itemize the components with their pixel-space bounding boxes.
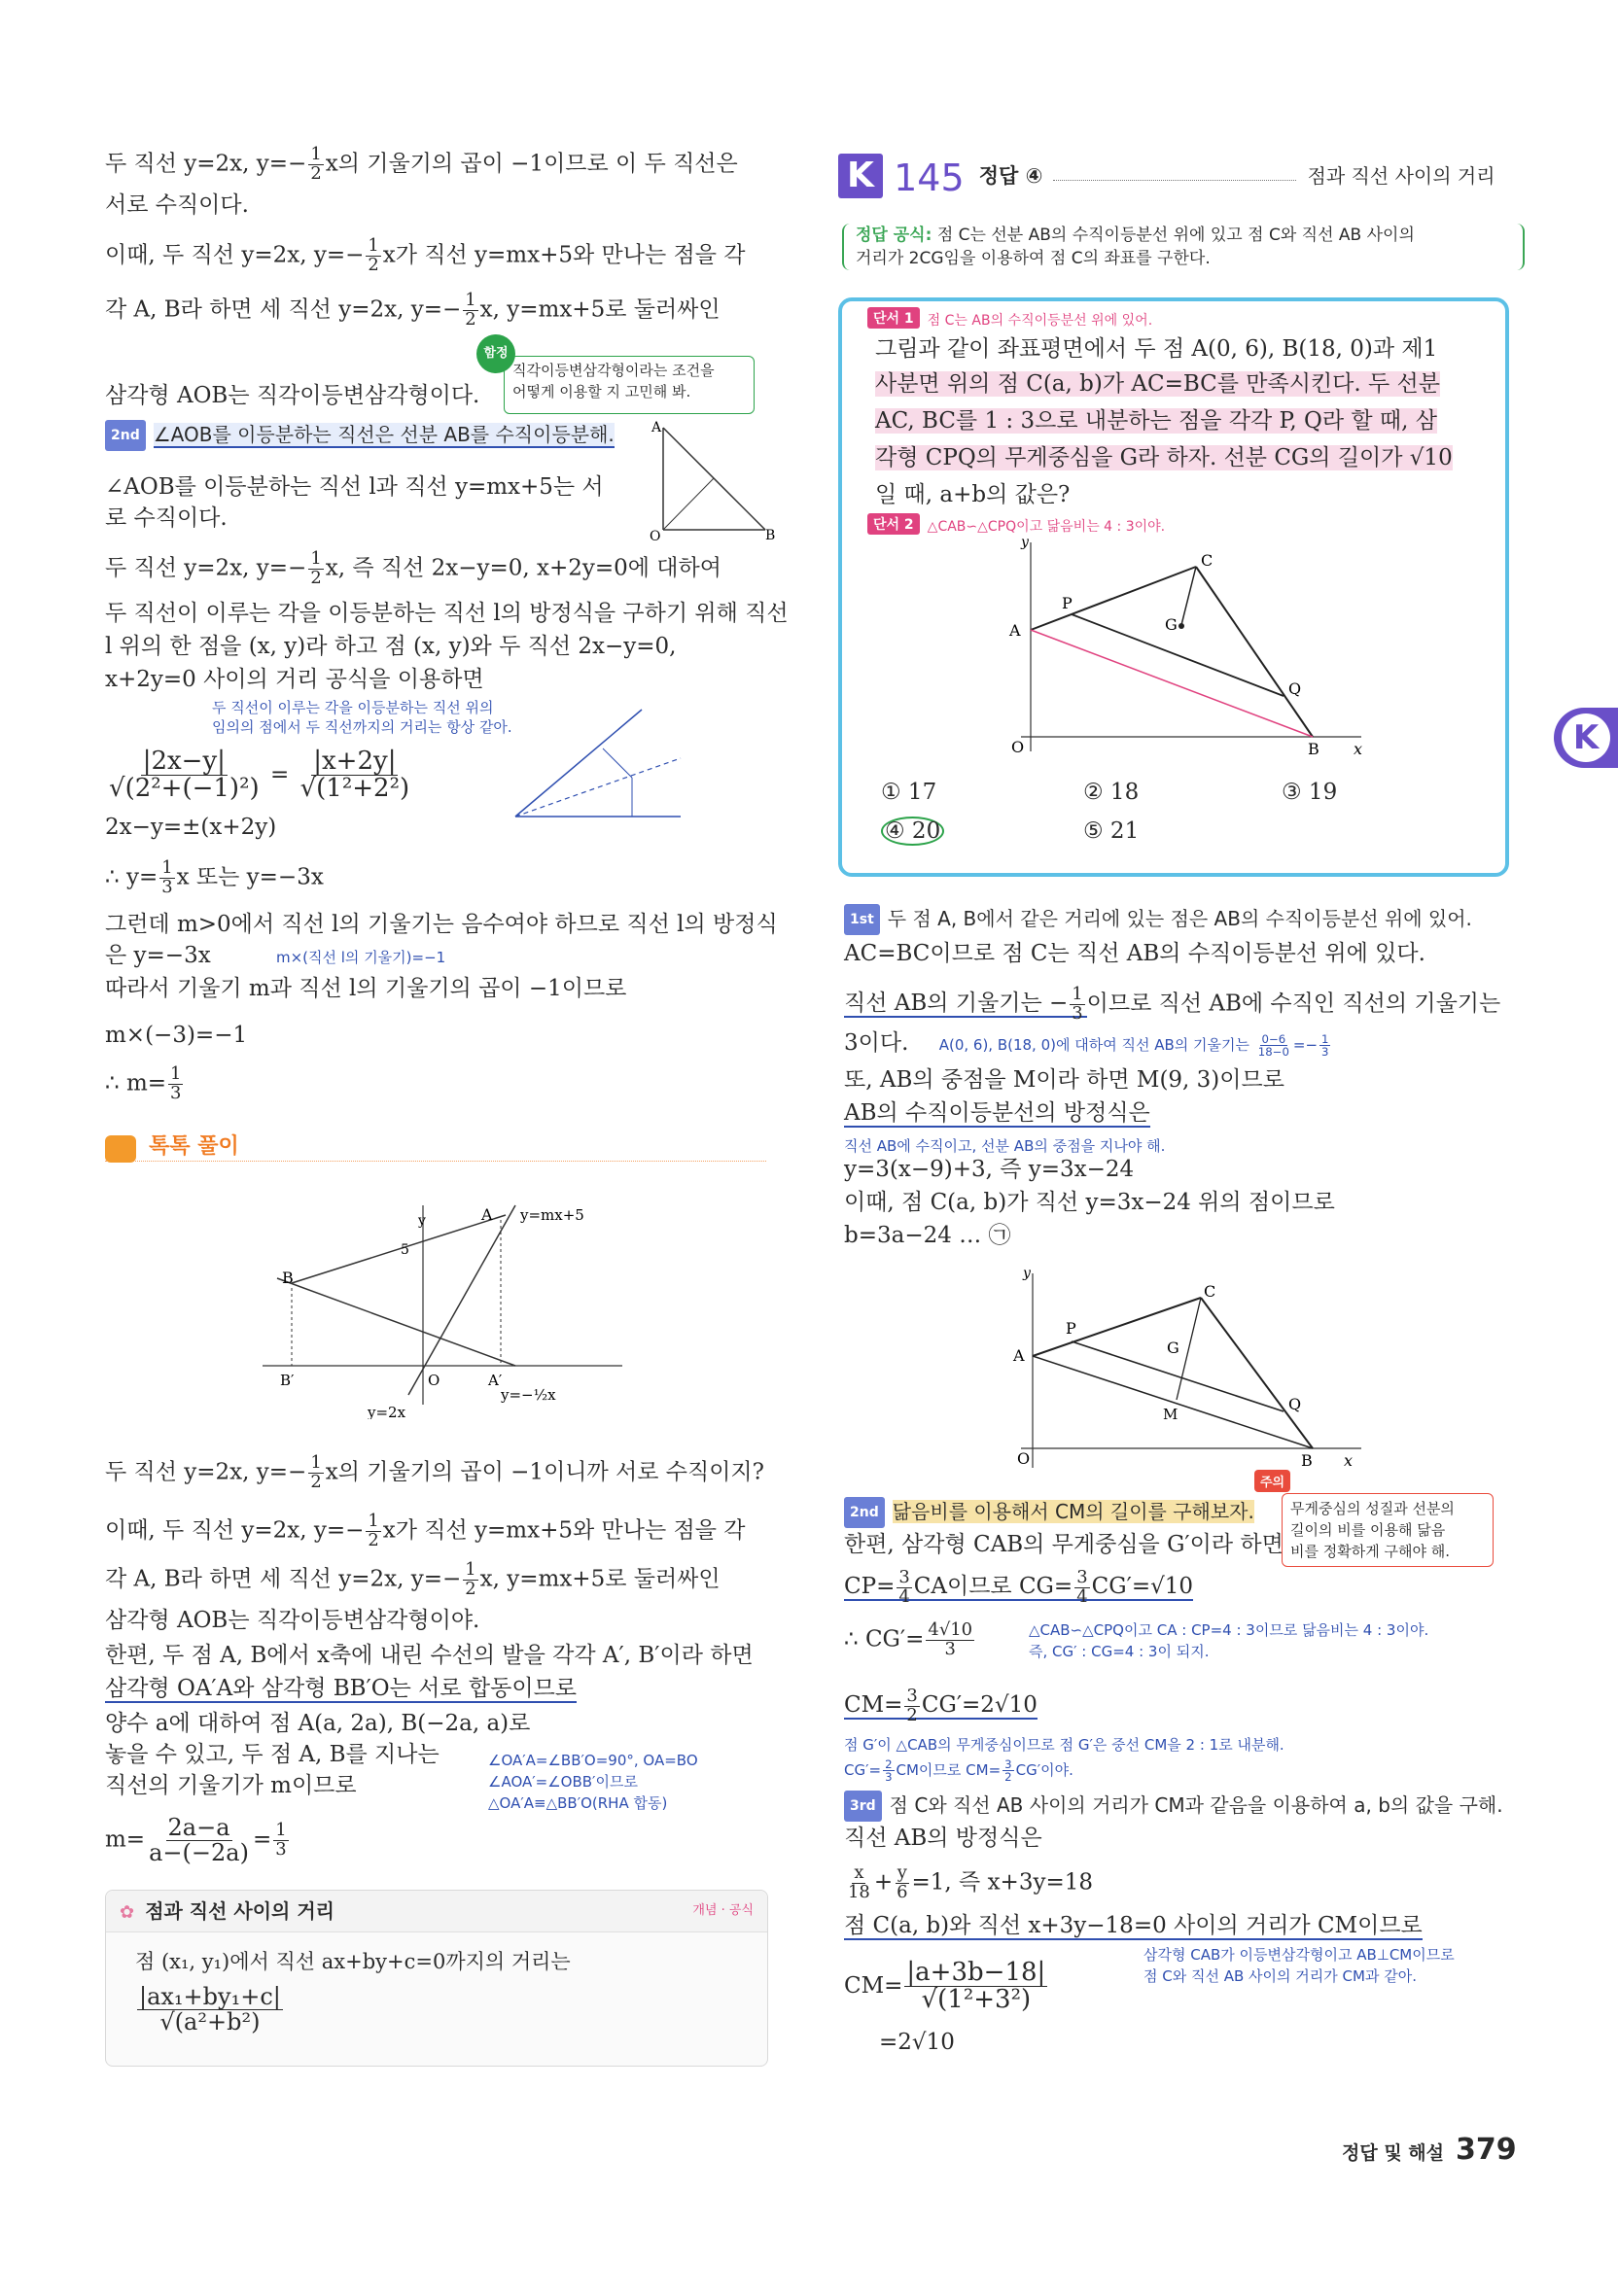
svg-text:P: P <box>1062 594 1073 612</box>
svg-text:P: P <box>1066 1319 1076 1338</box>
text-line: 또, AB의 중점을 M이라 하면 M(9, 3)이므로 <box>844 1067 1284 1093</box>
text-line: b=3a−24 … ㉠ <box>844 1223 1011 1248</box>
note-congruence: ∠OA′A=∠BB′O=90°, OA=BO ∠AOA′=∠OBB′이므로 △OA′A≡△BB′O(RHA 합동) <box>488 1752 698 1812</box>
text-line: 따라서 기울기 m과 직선 l의 기울기의 곱이 −1이므로 <box>105 976 627 1001</box>
note: 점 G′이 △CAB의 무게중심이므로 점 G′은 중선 CM을 2 : 1로 내분해. <box>844 1736 1284 1754</box>
page-footer: 정답 및 해설 379 <box>1342 2133 1517 2167</box>
note-similarity: △CAB∽△CPQ이고 CA : CP=4 : 3이므로 닮음비는 4 : 3이야. 즉, CG′ : CG=4 : 3이 되지. <box>1029 1621 1429 1660</box>
svg-text:B: B <box>282 1269 294 1287</box>
step-3rd: 3rd 점 C와 직선 AB 사이의 거리가 CM과 같음을 이용하여 a, b의 값을 구해. <box>844 1791 1503 1822</box>
problem-text: 일 때, a+b의 값은? <box>875 482 1071 507</box>
text-line: 삼각형 AOB는 직각이등변삼각형이다. <box>105 383 480 408</box>
text-line: 3이다. A(0, 6), B(18, 0)에 대하여 직선 AB의 기울기는 $\frac{0-6}{18-0}$ =− $\frac{1}{3}$ <box>844 1030 1329 1059</box>
page-number: 379 <box>1456 2133 1517 2167</box>
svg-text:C: C <box>1204 1282 1216 1301</box>
text-line: 삼각형 OA′A와 삼각형 BB′O는 서로 합동이므로 <box>105 1676 578 1701</box>
svg-text:x: x <box>1354 740 1363 756</box>
note-isosceles: 삼각형 CAB가 이등변삼각형이고 AB⊥CM이므로 점 C와 직선 AB 사이의 거리가 CM과 같아. <box>1143 1946 1455 1985</box>
clue-2: 단서 2 △CAB∽△CPQ이고 닮음비는 4 : 3이야. <box>867 513 1165 536</box>
text-line: 두 직선 y=2x, y=− $\frac{1}{2}$ x의 기울기의 곱이 −1이므로 이 두 직선은 <box>105 144 738 184</box>
text-line: 그런데 m>0에서 직선 l의 기울기는 음수여야 하므로 직선 l의 방정식 <box>105 912 778 937</box>
text-line: 놓을 수 있고, 두 점 A, B를 지나는 <box>105 1742 440 1767</box>
choice-5[interactable]: ⑤ 21 <box>1083 818 1140 844</box>
svg-text:Q: Q <box>1288 1395 1302 1413</box>
note: 직선 AB에 수직이고, 선분 AB의 중점을 지나야 해. <box>844 1137 1166 1155</box>
svg-text:A: A <box>1013 1346 1025 1365</box>
problem-text: AC, BC를 1 : 3으로 내분하는 점을 각각 P, Q라 할 때, 삼 <box>875 408 1437 434</box>
step-2nd-right: 2nd 닮음비를 이용해서 CM의 길이를 구해보자. <box>844 1497 1254 1528</box>
svg-text:A: A <box>481 1205 493 1224</box>
text-line: ∠AOB를 이등분하는 직선 l과 직선 y=mx+5는 서 <box>105 474 604 500</box>
text-line: 각 A, B라 하면 세 직선 y=2x, y=− $\frac{1}{2}$ x, y=mx+5로 둘러싸인 <box>105 290 721 330</box>
svg-text:y: y <box>1023 1266 1031 1281</box>
warning-badge: 주의 <box>1254 1470 1290 1492</box>
text-line: 한편, 두 점 A, B에서 x축에 내린 수선의 발을 각각 A′, B′이라 하면 <box>105 1643 754 1668</box>
choice-4[interactable]: ④ 20 <box>881 817 944 846</box>
svg-text:G: G <box>1167 1339 1179 1357</box>
step-2nd: 2nd ∠AOB를 이등분하는 직선은 선분 AB를 수직이등분해. <box>105 420 615 451</box>
text-line: ∴ y= $\frac{1}{3}$ x 또는 y=−3x <box>105 857 324 897</box>
svg-text:O: O <box>650 529 661 544</box>
trap-note: 직각이등변삼각형이라는 조건을 어떻게 이용할 지 고민해 봐. <box>504 356 755 414</box>
text-line: 한편, 삼각형 CAB의 무게중심을 G′이라 하면 <box>844 1532 1284 1557</box>
text-line: CP= $\frac{3}{4}$ CA이므로 CG= $\frac{3}{4}$ CG′=√10 <box>844 1567 1194 1607</box>
note: CG′= $\frac{2}{3}$ CM이므로 CM= $\frac{3}{2}$ CG′이야. <box>844 1757 1073 1784</box>
svg-text:y=2x: y=2x <box>368 1404 406 1419</box>
text-line: CM= $\frac{|a+3b-18|}{\text{√(1²+3²)}}$ <box>844 1958 1046 2015</box>
text-line: 두 직선 y=2x, y=− $\frac{1}{2}$ x, 즉 직선 2x−y=0, x+2y=0에 대하여 <box>105 548 721 588</box>
text-line: 삼각형 AOB는 직각이등변삼각형이야. <box>105 1608 480 1633</box>
side-tab[interactable]: K <box>1554 708 1618 768</box>
svg-text:x: x <box>1344 1451 1354 1470</box>
warning-note: 무게중심의 성질과 선분의 길이의 비를 이용해 닮음 비를 정확하게 구해야 해. <box>1282 1493 1494 1567</box>
text-line: ∴ m= $\frac{1}{3}$ <box>105 1063 182 1103</box>
slope-equation: m= $\frac{2a-a}{a-(-2a)}$ = $\frac{1}{3}$ <box>105 1814 287 1867</box>
svg-text:y=mx+5: y=mx+5 <box>520 1206 584 1224</box>
trap-badge: 함정 <box>476 334 496 373</box>
svg-text:B: B <box>1301 1451 1313 1470</box>
svg-text:B: B <box>1308 740 1319 756</box>
svg-text:O: O <box>428 1372 440 1389</box>
svg-text:O: O <box>1017 1449 1031 1468</box>
text-line: y=3(x−9)+3, 즉 y=3x−24 <box>844 1157 1135 1182</box>
svg-text:B′: B′ <box>280 1372 295 1389</box>
problem-text: 사분면 위의 점 C(a, b)가 AC=BC를 만족시킨다. 두 선분 <box>875 371 1440 397</box>
text-line: 양수 a에 대하여 점 A(a, 2a), B(−2a, a)로 <box>105 1711 531 1736</box>
text-line: x+2y=0 사이의 거리 공식을 이용하면 <box>105 667 484 692</box>
distance-equation: $\frac{|2x-y|}{\text{√(2²+(−1)²)}}$ = $\frac{|x+2y|}{\text{√(1²+2²)}}$ <box>109 747 410 804</box>
text-line: 이때, 점 C(a, b)가 직선 y=3x−24 위의 점이므로 <box>844 1190 1335 1215</box>
problem-text: 각형 CPQ의 무게중심을 G라 하자. 선분 CG의 길이가 √10 <box>875 445 1453 470</box>
solution-figure <box>992 1264 1381 1478</box>
svg-text:y=−½x: y=−½x <box>501 1386 556 1404</box>
text-line: AC=BC이므로 점 C는 직선 AB의 수직이등분선 위에 있다. <box>844 941 1425 966</box>
text-line: 점 C(a, b)와 직선 x+3y−18=0 사이의 거리가 CM이므로 <box>844 1913 1423 1938</box>
triangle-figure <box>644 418 780 544</box>
text-line: =2√10 <box>879 2030 955 2055</box>
text-line: 은 y=−3x m×(직선 l의 기울기)=−1 <box>105 943 446 968</box>
svg-text:A: A <box>651 420 662 435</box>
bisector-figure <box>506 700 690 826</box>
svg-text:y: y <box>418 1213 426 1229</box>
quick-figure <box>253 1196 642 1419</box>
text-line: 두 직선이 이루는 각을 이등분하는 직선 l의 방정식을 구하기 위해 직선 <box>105 601 789 626</box>
clue-1: 단서 1 점 C는 AB의 수직이등분선 위에 있어. <box>867 307 1152 330</box>
svg-text:B: B <box>765 528 776 543</box>
concept-box: ✿ 점과 직선 사이의 거리 개념 · 공식 점 (x₁, y₁)에서 직선 ax+by+c=0까지의 거리는 $\frac{\text{|ax₁+by₁+c|}}{\text{√(a²+b²)}}$ <box>105 1890 768 2067</box>
text-line: AB의 수직이등분선의 방정식은 <box>844 1100 1150 1126</box>
text-line: 직선 AB의 기울기는 − $\frac{1}{3}$ 이므로 직선 AB에 수직인 직선의 기울기는 <box>844 984 1501 1024</box>
svg-text:5: 5 <box>401 1242 409 1258</box>
svg-text:A: A <box>1009 621 1021 640</box>
text-line: ∴ CG′= $\frac{4√10}{3}$ <box>844 1619 973 1659</box>
text-line: l 위의 한 점을 (x, y)라 하고 점 (x, y)와 두 직선 2x−y=0, <box>105 634 677 659</box>
text-line: CM= $\frac{3}{2}$ CG′=2√10 <box>844 1686 1038 1725</box>
problem-header: K 145 정답 ④ 점과 직선 사이의 거리 <box>838 154 1513 198</box>
text-line: 두 직선 y=2x, y=− $\frac{1}{2}$ x의 기울기의 곱이 −1이니까 서로 수직이지? <box>105 1452 764 1492</box>
text-line: m×(−3)=−1 <box>105 1023 248 1048</box>
step-1st: 1st 두 점 A, B에서 같은 거리에 있는 점은 AB의 수직이등분선 위에 있어. <box>844 904 1472 935</box>
svg-text:C: C <box>1201 551 1214 570</box>
svg-text:M: M <box>1163 1406 1178 1423</box>
svg-text:O: O <box>1011 738 1025 756</box>
flower-icon: ✿ <box>120 1902 135 1923</box>
text-line: 이때, 두 직선 y=2x, y=− $\frac{1}{2}$ x가 직선 y=mx+5와 만나는 점을 각 <box>105 235 746 275</box>
text-line: $\frac{x}{18}$ + $\frac{y}{6}$ =1, 즉 x+3y=18 <box>848 1862 1093 1902</box>
quick-solution-heading: 톡톡 풀이 <box>105 1130 766 1162</box>
sparkle-icon <box>105 1135 136 1163</box>
text-line: 서로 수직이다. <box>105 192 249 218</box>
k-badge: K <box>838 154 883 198</box>
text-line: 직선 AB의 방정식은 <box>844 1826 1042 1851</box>
text-line: 2x−y=±(x+2y) <box>105 815 277 840</box>
answer-formula: 정답 공식: 점 C는 선분 AB의 수직이등분선 위에 있고 점 C와 직선 AB 사이의 거리가 2CG임을 이용하여 점 C의 좌표를 구한다. <box>842 224 1525 270</box>
text-line: 로 수직이다. <box>105 505 228 531</box>
text-line: 직선의 기울기가 m이므로 <box>105 1773 357 1798</box>
choice-1[interactable]: ① 17 <box>881 780 937 805</box>
choice-2[interactable]: ② 18 <box>1083 780 1140 805</box>
svg-text:G: G <box>1165 615 1178 634</box>
text-line: 각 A, B라 하면 세 직선 y=2x, y=− $\frac{1}{2}$ x, y=mx+5로 둘러싸인 <box>105 1559 721 1599</box>
problem-text: 그림과 같이 좌표평면에서 두 점 A(0, 6), B(18, 0)과 제1 <box>875 336 1438 362</box>
svg-text:Q: Q <box>1288 679 1302 698</box>
choice-3[interactable]: ③ 19 <box>1282 780 1338 805</box>
text-line: 이때, 두 직선 y=2x, y=− $\frac{1}{2}$ x가 직선 y=mx+5와 만나는 점을 각 <box>105 1511 746 1550</box>
svg-text:A′: A′ <box>488 1372 503 1389</box>
svg-text:y: y <box>1021 535 1029 550</box>
note-bisector: 두 직선이 이루는 각을 이등분하는 직선 위의 임의의 점에서 두 직선까지의 거리는 항상 같아. <box>212 699 512 736</box>
problem-figure <box>972 533 1381 756</box>
